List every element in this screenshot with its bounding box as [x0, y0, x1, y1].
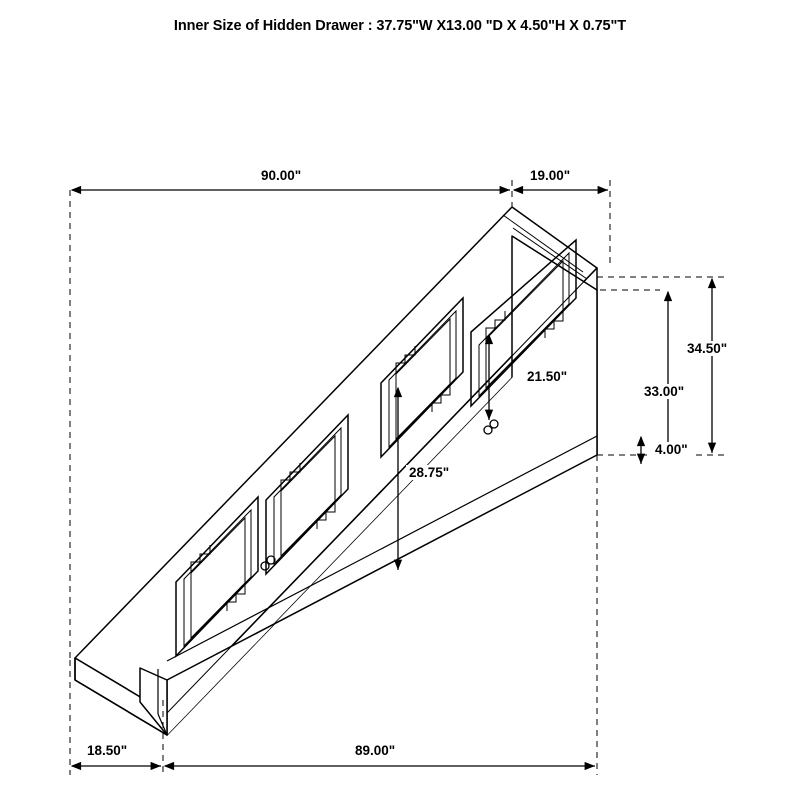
dimension-label-base-height: 4.00" — [652, 442, 691, 457]
dimension-label-overall-height: 34.50" — [684, 341, 730, 356]
page-title: Inner Size of Hidden Drawer : 37.75"W X13.00 "D X 4.50"H X 0.75"T — [173, 18, 627, 34]
dimension-label-top-depth: 19.00" — [527, 168, 573, 183]
dimension-label-door-height-right: 21.50" — [524, 369, 570, 384]
dimension-label-base-depth: 18.50" — [84, 743, 130, 758]
cabinet-body — [75, 207, 597, 735]
dimension-label-base-width: 89.00" — [352, 743, 398, 758]
dimension-label-body-height: 33.00" — [641, 384, 687, 399]
dimension-label-door-height-front: 28.75" — [406, 465, 452, 480]
dimension-label-top-width: 90.00" — [258, 168, 304, 183]
